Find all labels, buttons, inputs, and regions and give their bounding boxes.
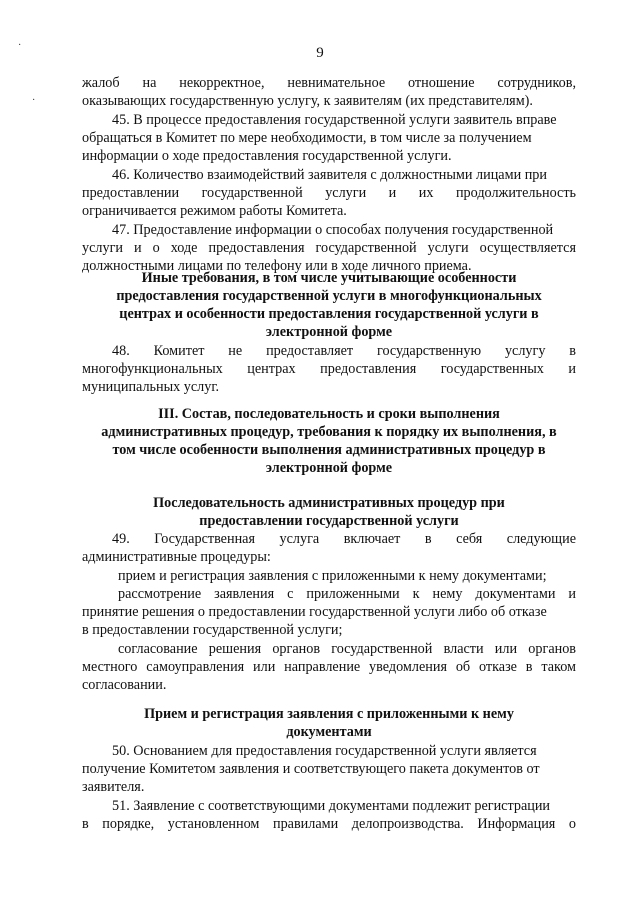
paragraph-line: 51. Заявление с соответствующими документами подлежит регистрации xyxy=(112,798,551,814)
scan-mark: · xyxy=(18,40,22,51)
section-heading-line: Иные требования, в том числе учитывающие особенности xyxy=(141,270,517,286)
paragraph-line: услуги и о ходе предоставления государственной услуги осуществляется xyxy=(82,240,576,256)
paragraph-line: заявителя. xyxy=(82,779,145,795)
paragraph-line: муниципальных услуг. xyxy=(82,379,220,395)
paragraph-line: в порядке, установленном правилами делопроизводства. Информация о xyxy=(82,816,576,832)
paragraph-line: административные процедуры: xyxy=(82,549,271,565)
paragraph-line: обращаться в Комитет по мере необходимости, в том числе за получением xyxy=(82,130,532,146)
paragraph-line: рассмотрение заявления с приложенными к нему документами и xyxy=(118,586,576,602)
section-heading-line: документами xyxy=(286,724,372,740)
section-heading-line: Последовательность административных процедур при xyxy=(153,495,505,511)
paragraph-line: 49. Государственная услуга включает в себя следующие xyxy=(112,531,576,547)
paragraph-line: 45. В процессе предоставления государственной услуги заявитель вправе xyxy=(112,112,557,128)
paragraph-line: согласовании. xyxy=(82,677,167,693)
paragraph-line: жалоб на некорректное, невнимательное отношение сотрудников, xyxy=(82,75,576,91)
paragraph-line: согласование решения органов государственной власти или органов xyxy=(118,641,576,657)
section-heading-line: административных процедур, требования к порядку их выполнения, в xyxy=(101,424,557,440)
paragraph-line: 50. Основанием для предоставления государственной услуги является xyxy=(112,743,537,759)
section-heading-line: центрах и особенности предоставления государственной услуги в xyxy=(119,306,539,322)
section-heading-line: том числе особенности выполнения административных процедур в xyxy=(112,442,546,458)
paragraph-line: принятие решения о предоставлении государственной услуги либо об отказе xyxy=(82,604,547,620)
section-heading-line: предоставления государственной услуги в многофункциональных xyxy=(116,288,542,304)
paragraph-line: оказывающих государственную услугу, к заявителям (их представителям). xyxy=(82,93,533,109)
section-heading-line: Прием и регистрация заявления с приложенными к нему xyxy=(144,706,514,722)
paragraph-line: ограничивается режимом работы Комитета. xyxy=(82,203,347,219)
paragraph-line: в предоставлении государственной услуги; xyxy=(82,622,343,638)
paragraph-line: 48. Комитет не предоставляет государственную услугу в xyxy=(112,343,576,359)
paragraph-line: 46. Количество взаимодействий заявителя с должностными лицами при xyxy=(112,167,547,183)
paragraph-line: местного самоуправления или направление уведомления об отказе в таком xyxy=(82,659,576,675)
scan-mark: · xyxy=(32,95,36,106)
paragraph-line: многофункциональных центрах предоставления государственных и xyxy=(82,361,576,377)
section-heading-line: электронной форме xyxy=(265,324,393,340)
paragraph-line: 47. Предоставление информации о способах получения государственной xyxy=(112,222,554,238)
page-number: 9 xyxy=(316,45,324,61)
paragraph-line: получение Комитетом заявления и соответствующего пакета документов от xyxy=(82,761,540,777)
paragraph-line: прием и регистрация заявления с приложенными к нему документами; xyxy=(118,568,547,584)
paragraph-line: должностными лицами по телефону или в ходе личного приема. xyxy=(82,258,472,274)
paragraph-line: информации о ходе предоставления государственной услуги. xyxy=(82,148,452,164)
section-heading-line: предоставлении государственной услуги xyxy=(199,513,459,529)
section-heading-line: III. Состав, последовательность и сроки выполнения xyxy=(158,406,500,422)
section-heading-line: электронной форме xyxy=(265,460,393,476)
paragraph-line: предоставлении государственной услуги и их продолжительность xyxy=(82,185,576,201)
